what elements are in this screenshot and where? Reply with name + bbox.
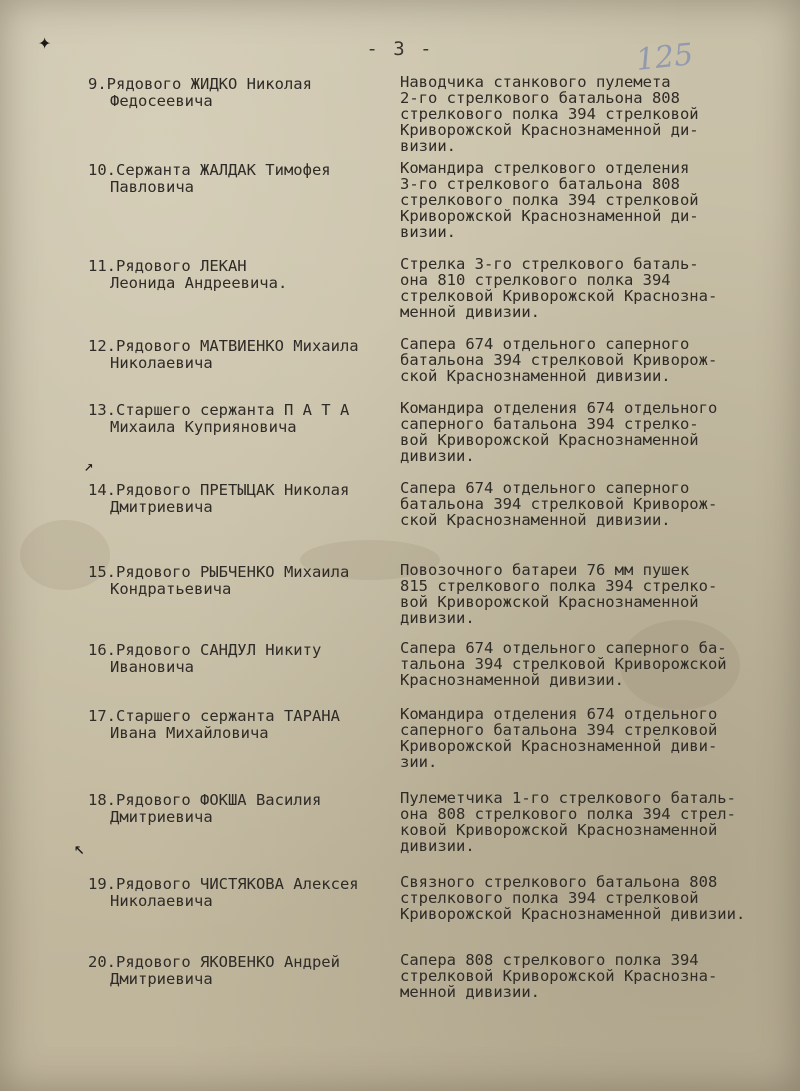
role-line: она 808 стрелкового полка 394 стрел-: [400, 805, 736, 823]
role-line: батальона 394 стрелковой Криворож-: [400, 495, 718, 513]
role-line: 815 стрелкового полка 394 стрелко-: [400, 577, 718, 595]
page-number: - 3 -: [366, 38, 434, 60]
rank-surname-name: 11.Рядового ЛЕКАН: [88, 257, 247, 275]
person-name: [88, 562, 400, 598]
role-line: Командира отделения 674 отдельного: [400, 705, 718, 723]
role-line: визии.: [400, 223, 456, 241]
position-description: [400, 562, 772, 626]
role-line: Пулеметчика 1-го стрелкового баталь-: [400, 789, 736, 807]
person-name: [88, 400, 400, 436]
role-line: ской Краснознаменной дивизии.: [400, 367, 671, 385]
patronymic: Кондратьевича: [110, 580, 232, 598]
patronymic: Николаевича: [110, 354, 213, 372]
role-line: Наводчика станкового пулемета: [400, 73, 671, 91]
person-name: [88, 640, 400, 676]
role-line: Командира стрелкового отделения: [400, 159, 690, 177]
role-line: Сапера 808 стрелкового полка 394: [400, 951, 699, 969]
position-description: [400, 74, 772, 154]
role-line: Связного стрелкового батальона 808: [400, 873, 718, 891]
role-line: саперного батальона 394 стрелко-: [400, 415, 699, 433]
position-description: [400, 640, 772, 688]
role-line: 3-го стрелкового батальона 808: [400, 175, 680, 193]
role-line: она 810 стрелкового полка 394: [400, 271, 671, 289]
patronymic: Павловича: [110, 178, 194, 196]
patronymic: Ивановича: [110, 658, 194, 676]
role-line: Криворожской Краснознаменной диви-: [400, 737, 718, 755]
patronymic: Ивана Михайловича: [110, 724, 269, 742]
role-line: тальона 394 стрелковой Криворожской: [400, 655, 727, 673]
role-line: менной дивизии.: [400, 303, 540, 321]
role-line: батальона 394 стрелковой Криворож-: [400, 351, 718, 369]
person-name: [88, 706, 400, 742]
list-entry-13: [88, 400, 788, 480]
rank-surname-name: 20.Рядового ЯКОВЕНКО Андрей: [88, 953, 340, 971]
role-line: ковой Криворожской Краснознаменной: [400, 821, 718, 839]
list-entry-20: [88, 952, 788, 1022]
position-description: [400, 952, 772, 1000]
person-name: [88, 480, 400, 516]
role-line: Краснознаменной дивизии.: [400, 671, 624, 689]
position-description: [400, 336, 772, 384]
list-entry-18: [88, 790, 788, 874]
pen-mark-icon: ↗: [84, 456, 94, 475]
list-entry-15: [88, 562, 788, 640]
position-description: [400, 706, 772, 770]
person-name: [88, 336, 400, 372]
role-line: Сапера 674 отдельного саперного: [400, 479, 690, 497]
role-line: Криворожской Краснознаменной ди-: [400, 207, 699, 225]
role-line: Командира отделения 674 отдельного: [400, 399, 718, 417]
role-line: Стрелка 3-го стрелкового баталь-: [400, 255, 699, 273]
role-line: дивизии.: [400, 837, 475, 855]
rank-surname-name: 14.Рядового ПРЕТЫЦАК Николая: [88, 481, 350, 499]
role-line: визии.: [400, 137, 456, 155]
role-line: менной дивизии.: [400, 983, 540, 1001]
position-description: [400, 790, 772, 854]
list-entry-11: [88, 256, 788, 336]
role-line: вой Криворожской Краснознаменной: [400, 431, 699, 449]
position-description: [400, 160, 772, 240]
rank-surname-name: 15.Рядового РЫБЧЕНКО Михаила: [88, 563, 350, 581]
role-line: Сапера 674 отдельного саперного: [400, 335, 690, 353]
person-name: [88, 74, 400, 110]
person-name: [88, 256, 400, 292]
person-name: [88, 874, 400, 910]
role-line: Криворожской Краснознаменной ди-: [400, 121, 699, 139]
role-line: ской Краснознаменной дивизии.: [400, 511, 671, 529]
list-entry-12: [88, 336, 788, 400]
role-line: дивизии.: [400, 609, 475, 627]
patronymic: Леонида Андреевича.: [110, 274, 288, 292]
patronymic: Николаевича: [110, 892, 213, 910]
position-description: [400, 256, 772, 320]
patronymic: Дмитриевича: [110, 808, 213, 826]
role-line: стрелковой Криворожской Краснозна-: [400, 287, 718, 305]
list-entry-9: [88, 74, 788, 160]
role-line: стрелкового полка 394 стрелковой: [400, 889, 699, 907]
role-line: саперного батальона 394 стрелковой: [400, 721, 718, 739]
rank-surname-name: 10.Сержанта ЖАЛДАК Тимофея: [88, 161, 331, 179]
role-line: Повозочного батареи 76 мм пушек: [400, 561, 690, 579]
list-entry-19: [88, 874, 788, 952]
patronymic: Дмитриевича: [110, 498, 213, 516]
patronymic: Михаила Куприяновича: [110, 418, 297, 436]
position-description: [400, 480, 772, 528]
list-entry-14: [88, 480, 788, 562]
position-description: [400, 874, 772, 922]
rank-surname-name: 9.Рядового ЖИДКО Николая: [88, 75, 312, 93]
person-name: [88, 952, 400, 988]
role-line: Криворожской Краснознаменной дивизии.: [400, 905, 746, 923]
list-entry-16: [88, 640, 788, 706]
person-name: [88, 790, 400, 826]
rank-surname-name: 13.Старшего сержанта П А Т А: [88, 401, 350, 419]
role-line: стрелковой Криворожской Краснозна-: [400, 967, 718, 985]
archive-handwritten-number: 125: [634, 37, 695, 78]
rank-surname-name: 12.Рядового МАТВИЕНКО Михаила: [88, 337, 359, 355]
role-line: вой Криворожской Краснознаменной: [400, 593, 699, 611]
person-name: [88, 160, 400, 196]
role-line: зии.: [400, 753, 438, 771]
pen-mark-icon: ↖: [74, 838, 85, 859]
position-description: [400, 400, 772, 464]
rank-surname-name: 18.Рядового ФОКША Василия: [88, 791, 322, 809]
patronymic: Федосеевича: [110, 92, 213, 110]
role-line: стрелкового полка 394 стрелковой: [400, 191, 699, 209]
role-line: стрелкового полка 394 стрелковой: [400, 105, 699, 123]
rank-surname-name: 16.Рядового САНДУЛ Никиту: [88, 641, 322, 659]
patronymic: Дмитриевича: [110, 970, 213, 988]
list-entry-17: [88, 706, 788, 790]
role-line: Сапера 674 отдельного саперного ба-: [400, 639, 727, 657]
role-line: 2-го стрелкового батальона 808: [400, 89, 680, 107]
ink-blot-icon: ✦: [38, 30, 52, 55]
list-entry-10: [88, 160, 788, 256]
role-line: дивизии.: [400, 447, 475, 465]
award-list: [88, 74, 788, 1022]
rank-surname-name: 17.Старшего сержанта ТАРАНА: [88, 707, 340, 725]
rank-surname-name: 19.Рядового ЧИСТЯКОВА Алексея: [88, 875, 359, 893]
